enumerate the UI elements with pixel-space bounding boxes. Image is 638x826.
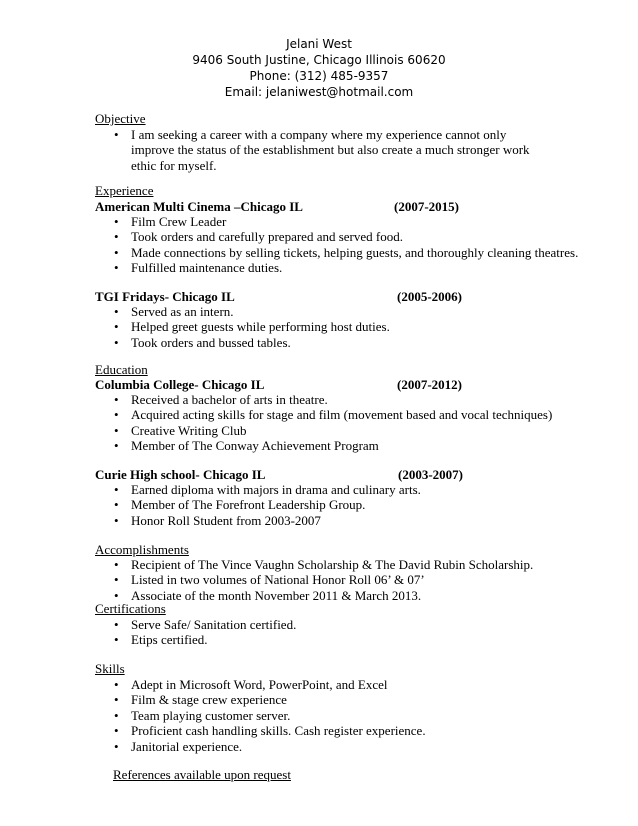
list-item-text: Member of The Conway Achievement Program: [131, 438, 379, 454]
experience-tgi-list: [0, 304, 390, 350]
list-item: [0, 260, 578, 275]
education-entry-columbia-title: Columbia College- Chicago IL: [95, 377, 265, 392]
list-item: [0, 692, 426, 707]
list-item: [0, 513, 421, 528]
list-item: [0, 127, 541, 173]
list-item-text: Serve Safe/ Sanitation certified.: [131, 617, 297, 632]
experience-entry-amc-title: American Multi Cinema –Chicago IL: [95, 199, 303, 214]
certifications-list: [0, 617, 296, 648]
list-item: [0, 392, 552, 407]
bullet-icon: •: [114, 557, 119, 572]
bullet-icon: •: [114, 587, 119, 603]
list-item: [0, 497, 421, 512]
list-item: [0, 304, 390, 319]
bullet-icon: •: [114, 319, 119, 335]
education-columbia-list: [0, 392, 552, 454]
list-item-text: Janitorial experience.: [131, 738, 243, 754]
education-entry-columbia-dates: (2007-2012): [397, 377, 462, 392]
list-item: [0, 214, 578, 229]
candidate-name: Jelani West: [286, 37, 352, 51]
education-entry-curie-dates: (2003-2007): [398, 467, 463, 482]
list-item: [0, 723, 426, 738]
list-item: [0, 557, 533, 572]
list-item-text: Member of The Forefront Leadership Group.: [131, 497, 366, 513]
list-item: [0, 335, 390, 350]
list-item: [0, 245, 578, 260]
list-item-text: Helped greet guests while performing host duties.: [131, 319, 390, 335]
list-item-text: Proficient cash handling skills. Cash register experience.: [131, 723, 426, 739]
bullet-icon: •: [114, 707, 119, 723]
experience-heading: Experience: [95, 183, 154, 198]
bullet-icon: •: [114, 407, 119, 423]
bullet-icon: •: [114, 422, 119, 438]
list-item: [0, 677, 426, 692]
experience-entry-tgi-dates: (2005-2006): [397, 289, 462, 304]
list-item: [0, 588, 533, 603]
candidate-address: 9406 South Justine, Chicago Illinois 60620: [192, 53, 446, 67]
list-item: [0, 617, 296, 632]
list-item: [0, 423, 552, 438]
list-item-text: Adept in Microsoft Word, PowerPoint, and Excel: [131, 677, 388, 692]
list-item-text: Associate of the month November 2011 & March 2013.: [131, 587, 422, 603]
list-item-text: Creative Writing Club: [131, 422, 247, 438]
bullet-icon: •: [114, 260, 119, 276]
bullet-icon: •: [114, 572, 119, 588]
list-item: [0, 739, 426, 754]
education-curie-list: [0, 482, 421, 528]
education-entry-curie-title: Curie High school- Chicago IL: [95, 467, 266, 482]
bullet-icon: •: [114, 632, 119, 648]
list-item-text: Recipient of The Vince Vaughn Scholarship & The David Rubin Scholarship.: [131, 557, 534, 572]
candidate-email: Email: jelaniwest@hotmail.com: [224, 85, 414, 99]
list-item-text: Listed in two volumes of National Honor Roll 06’ & 07’: [131, 572, 425, 588]
bullet-icon: •: [114, 127, 119, 142]
list-item-text: Team playing customer server.: [131, 707, 291, 723]
references-note: References available upon request: [113, 767, 291, 782]
bullet-icon: •: [114, 723, 119, 739]
candidate-phone: Phone: (312) 485-9357: [249, 69, 389, 83]
bullet-icon: •: [114, 738, 119, 754]
experience-entry-tgi-title: TGI Fridays- Chicago IL: [95, 289, 235, 304]
list-item-text: Film Crew Leader: [131, 214, 227, 229]
list-item: [0, 572, 533, 587]
bullet-icon: •: [114, 334, 119, 350]
accomplishments-heading: Accomplishments: [95, 542, 189, 557]
list-item-text: Fulfilled maintenance duties.: [131, 260, 283, 276]
education-heading: Education: [95, 362, 148, 377]
bullet-icon: •: [114, 482, 119, 497]
list-item-text: Etips certified.: [131, 632, 208, 648]
list-item: [0, 632, 296, 647]
bullet-icon: •: [114, 617, 119, 632]
list-item: [0, 407, 552, 422]
bullet-icon: •: [114, 497, 119, 513]
list-item-text: Earned diploma with majors in drama and culinary arts.: [131, 482, 421, 497]
list-item-text: Honor Roll Student from 2003-2007: [131, 512, 321, 528]
list-item-text: Made connections by selling tickets, helping guests, and thoroughly cleaning theatres.: [131, 244, 579, 260]
list-item: [0, 438, 552, 453]
bullet-icon: •: [114, 229, 119, 245]
bullet-icon: •: [114, 692, 119, 708]
list-item-text: Film & stage crew experience: [131, 692, 287, 708]
list-item-text: Took orders and bussed tables.: [131, 334, 291, 350]
bullet-icon: •: [114, 392, 119, 407]
list-item-text: Took orders and carefully prepared and served food.: [131, 229, 403, 245]
accomplishments-list: [0, 557, 533, 603]
bullet-icon: •: [114, 677, 119, 692]
bullet-icon: •: [114, 304, 119, 319]
list-item: [0, 708, 426, 723]
certifications-heading: Certifications: [95, 601, 166, 616]
list-item-text: Received a bachelor of arts in theatre.: [131, 392, 328, 407]
list-item-text: Acquired acting skills for stage and film (movement based and vocal techniques): [131, 407, 553, 423]
list-item-text: Served as an intern.: [131, 304, 234, 319]
experience-entry-amc-dates: (2007-2015): [394, 199, 459, 214]
experience-amc-list: [0, 214, 578, 276]
objective-list: [0, 127, 541, 173]
bullet-icon: •: [114, 214, 119, 229]
bullet-icon: •: [114, 512, 119, 528]
objective-text: I am seeking a career with a company where my experience cannot only improve the status of the establishment but also create a much stronger work ethic for myself.: [131, 127, 530, 173]
bullet-icon: •: [114, 244, 119, 260]
skills-list: [0, 677, 426, 754]
bullet-icon: •: [114, 438, 119, 454]
objective-heading: Objective: [95, 111, 146, 126]
list-item: [0, 482, 421, 497]
resume-header: [0, 36, 638, 100]
skills-heading: Skills: [95, 661, 125, 676]
list-item: [0, 319, 390, 334]
list-item: [0, 229, 578, 244]
